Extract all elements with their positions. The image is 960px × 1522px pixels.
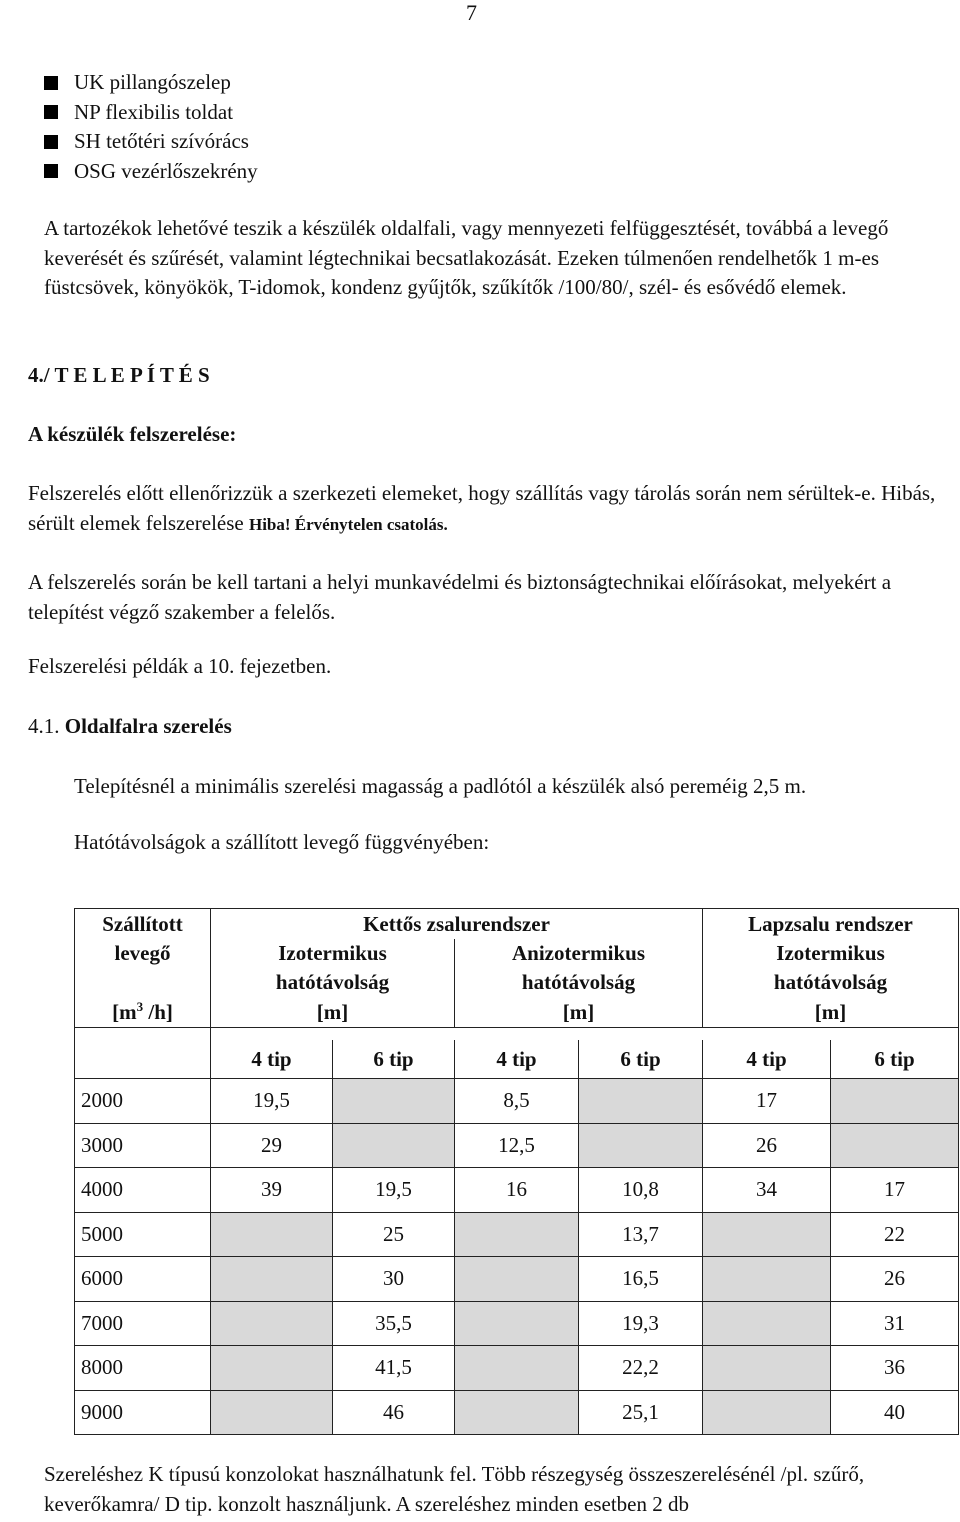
range-value-cell: 39 — [211, 1168, 333, 1213]
empty-shaded-cell — [211, 1301, 333, 1346]
header-text: Izotermikus — [776, 941, 885, 965]
tip-row — [75, 1040, 959, 1079]
table-row — [75, 1123, 959, 1168]
flow-value-cell: 9000 — [75, 1390, 211, 1435]
tip-cell: 6 tip — [579, 1040, 703, 1079]
error-text: Hiba! Érvénytelen csatolás. — [248, 514, 448, 534]
subsection-heading — [28, 714, 232, 739]
group-header-double-louvre: Kettős zsalurendszer — [211, 909, 703, 940]
range-value-cell: 19,5 — [333, 1168, 455, 1213]
section-heading: 4./ T E L E P Í T É S — [28, 363, 210, 387]
isothermal-header — [211, 939, 455, 997]
anisothermal-header — [455, 939, 703, 997]
list-item-label: OSG vezérlőszekrény — [74, 158, 258, 183]
table-row — [75, 1168, 959, 1213]
inspection-paragraph — [28, 479, 943, 539]
range-value-cell: 19,3 — [579, 1301, 703, 1346]
header-text: Anizotermikus — [512, 941, 645, 965]
range-value-cell: 8,5 — [455, 1079, 579, 1124]
list-item-label: UK pillangószelep — [74, 70, 231, 94]
unit-text: [m — [112, 1000, 137, 1024]
flow-value-cell: 7000 — [75, 1301, 211, 1346]
range-value-cell: 19,5 — [211, 1079, 333, 1124]
square-bullet-icon — [44, 164, 58, 178]
unit-text: /h] — [143, 1000, 173, 1024]
range-value-cell: 41,5 — [333, 1346, 455, 1391]
header-text: Izotermikus — [278, 941, 387, 965]
empty-shaded-cell — [831, 1123, 959, 1168]
table-row — [75, 1301, 959, 1346]
flow-value-cell: 4000 — [75, 1168, 211, 1213]
range-value-cell: 17 — [703, 1079, 831, 1124]
range-value-cell: 25 — [333, 1212, 455, 1257]
flow-header: Szállított — [75, 909, 211, 940]
table-row — [75, 1079, 959, 1124]
empty-shaded-cell — [455, 1257, 579, 1302]
spacer-cell — [211, 1028, 959, 1041]
header-text: hatótávolság — [521, 970, 636, 994]
list-item — [44, 98, 258, 128]
unit-cell: [m] — [703, 997, 959, 1028]
table-body — [75, 1079, 959, 1435]
empty-shaded-cell — [211, 1346, 333, 1391]
list-item-label: SH tetőtéri szívórács — [74, 129, 249, 153]
footer-paragraph: Szereléshez K típusú konzolokat használhatunk fel. Több részegység összeszerelésénél /pl. szűrő, keverőkamra/ D tip. konzolt használjunk. A szereléshez minden esetben 2 db — [44, 1462, 865, 1516]
tip-cell: 4 tip — [211, 1040, 333, 1079]
list-item — [44, 127, 258, 157]
square-bullet-icon — [44, 135, 58, 149]
list-item-label: NP flexibilis toldat — [74, 99, 234, 124]
isothermal-header-2 — [703, 939, 959, 997]
empty-shaded-cell — [211, 1212, 333, 1257]
empty-shaded-cell — [455, 1212, 579, 1257]
spacer-cell — [75, 1028, 211, 1041]
table-row — [75, 1346, 959, 1391]
range-value-cell: 26 — [703, 1123, 831, 1168]
safety-paragraph: A felszerelés során be kell tartani a helyi munkavédelmi és biztonságtechnikai előírásokat, melyekért a telepítést végző szakember a felelős. — [28, 570, 892, 624]
empty-shaded-cell — [579, 1079, 703, 1124]
accessories-paragraph: A tartozékok lehetővé teszik a készülék oldalfali, vagy mennyezeti felfüggesztését, továbbá a levegő keverését és szűrését, valamint légtechnikai becsatlakozását. Ezeken túlmenően rendelhetők 1 m-es füstcsövek, könyökök, T-idomok, kondenz gyűjtők, szűkítők /100/80/, szél- és esővédő elemek. — [44, 216, 889, 299]
header-text: hatótávolság — [275, 970, 390, 994]
empty-shaded-cell — [703, 1212, 831, 1257]
tip-cell-empty — [75, 1040, 211, 1079]
tip-cell: 6 tip — [831, 1040, 959, 1079]
tip-cell: 6 tip — [333, 1040, 455, 1079]
range-table — [74, 908, 959, 1435]
empty-shaded-cell — [333, 1079, 455, 1124]
range-value-cell: 10,8 — [579, 1168, 703, 1213]
range-value-cell: 22,2 — [579, 1346, 703, 1391]
range-value-cell: 12,5 — [455, 1123, 579, 1168]
accessory-list — [44, 68, 258, 186]
empty-shaded-cell — [211, 1257, 333, 1302]
square-bullet-icon — [44, 76, 58, 90]
range-value-cell: 29 — [211, 1123, 333, 1168]
flow-value-cell: 6000 — [75, 1257, 211, 1302]
range-value-cell: 46 — [333, 1390, 455, 1435]
empty-shaded-cell — [455, 1301, 579, 1346]
range-value-cell: 40 — [831, 1390, 959, 1435]
unit-sup: 3 — [136, 999, 144, 1014]
inspection-text: Felszerelés előtt ellenőrizzük a szerkezeti elemeket, hogy szállítás vagy tárolás során nem sérültek-e. Hibás, sérült elemek felszerelése — [28, 481, 936, 535]
range-value-cell: 36 — [831, 1346, 959, 1391]
range-value-cell: 25,1 — [579, 1390, 703, 1435]
range-value-cell: 26 — [831, 1257, 959, 1302]
table-row — [75, 1257, 959, 1302]
install-note: Telepítésnél a minimális szerelési magasság a padlótól a készülék alsó pereméig 2,5 m. — [74, 774, 807, 798]
table-caption: Hatótávolságok a szállított levegő függvényében: — [74, 830, 490, 854]
flow-unit — [75, 997, 211, 1028]
empty-shaded-cell — [211, 1390, 333, 1435]
table-header-row — [75, 939, 959, 997]
unit-cell: [m] — [211, 997, 455, 1028]
range-value-cell: 31 — [831, 1301, 959, 1346]
range-value-cell: 30 — [333, 1257, 455, 1302]
list-item — [44, 157, 258, 187]
table-row — [75, 1212, 959, 1257]
empty-shaded-cell — [579, 1123, 703, 1168]
flow-value-cell: 3000 — [75, 1123, 211, 1168]
flow-value-cell: 2000 — [75, 1079, 211, 1124]
empty-shaded-cell — [703, 1390, 831, 1435]
subsection-title: Oldalfalra szerelés — [64, 714, 232, 738]
table-header-row — [75, 909, 959, 940]
flow-value-cell: 5000 — [75, 1212, 211, 1257]
examples-note: Felszerelési példák a 10. fejezetben. — [28, 654, 332, 678]
range-value-cell: 17 — [831, 1168, 959, 1213]
subsection-number: 4.1. — [28, 714, 60, 738]
tip-cell: 4 tip — [703, 1040, 831, 1079]
empty-shaded-cell — [703, 1257, 831, 1302]
group-header-flat-louvre: Lapzsalu rendszer — [703, 909, 959, 940]
tip-cell: 4 tip — [455, 1040, 579, 1079]
empty-shaded-cell — [455, 1390, 579, 1435]
empty-shaded-cell — [455, 1346, 579, 1391]
table-spacer-row — [75, 1028, 959, 1041]
range-value-cell: 13,7 — [579, 1212, 703, 1257]
range-value-cell: 16 — [455, 1168, 579, 1213]
empty-shaded-cell — [703, 1346, 831, 1391]
list-item — [44, 68, 258, 98]
table-unit-row — [75, 997, 959, 1028]
square-bullet-icon — [44, 105, 58, 119]
subheading: A készülék felszerelése: — [28, 422, 237, 446]
range-value-cell: 34 — [703, 1168, 831, 1213]
empty-shaded-cell — [831, 1079, 959, 1124]
flow-header-2: levegő — [75, 939, 211, 997]
unit-cell: [m] — [455, 997, 703, 1028]
empty-shaded-cell — [333, 1123, 455, 1168]
table-row — [75, 1390, 959, 1435]
header-text: hatótávolság — [773, 970, 888, 994]
page-number: 7 — [466, 0, 477, 25]
range-value-cell: 22 — [831, 1212, 959, 1257]
empty-shaded-cell — [703, 1301, 831, 1346]
range-value-cell: 16,5 — [579, 1257, 703, 1302]
flow-value-cell: 8000 — [75, 1346, 211, 1391]
range-value-cell: 35,5 — [333, 1301, 455, 1346]
